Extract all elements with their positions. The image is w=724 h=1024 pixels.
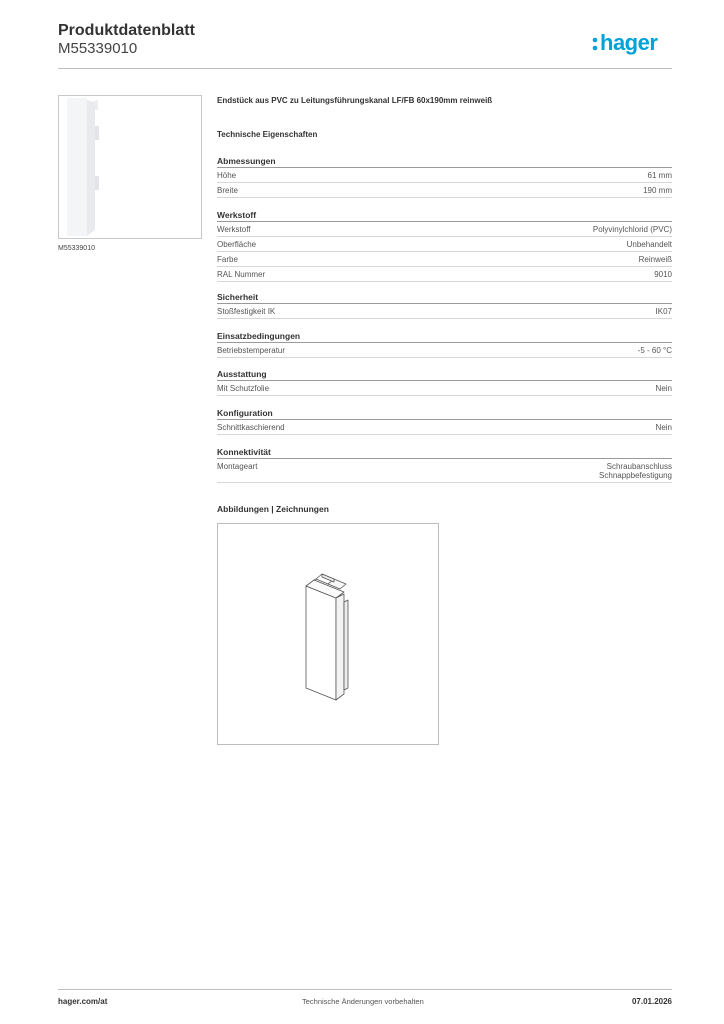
section-equipment <box>217 369 672 396</box>
section-material <box>217 210 672 282</box>
product-thumbnail-image <box>59 96 201 238</box>
row-value: 61 mm <box>647 171 672 180</box>
section-configuration <box>217 408 672 435</box>
page-title: Produktdatenblatt <box>58 22 195 39</box>
table-row <box>217 381 672 396</box>
row-value: Nein <box>655 384 672 393</box>
drawing-frame <box>217 523 439 745</box>
row-value <box>599 462 672 480</box>
row-label: Betriebstemperatur <box>217 346 286 355</box>
row-value: Unbehandelt <box>626 240 672 249</box>
row-value: IK07 <box>655 307 672 316</box>
figures-heading: Abbildungen | Zeichnungen <box>217 504 329 514</box>
section-dimensions <box>217 156 672 198</box>
table-row <box>217 304 672 319</box>
row-value: Reinweiß <box>638 255 672 264</box>
section-title: Konfiguration <box>217 408 672 420</box>
row-label: Oberfläche <box>217 240 257 249</box>
row-label: Farbe <box>217 255 238 264</box>
row-value-line: Schnappbefestigung <box>599 471 672 480</box>
header-divider <box>58 68 672 69</box>
product-image-caption: M55339010 <box>58 245 95 252</box>
section-operating-conditions <box>217 331 672 358</box>
section-title: Ausstattung <box>217 369 672 381</box>
table-row <box>217 222 672 237</box>
article-number: M55339010 <box>58 40 138 57</box>
table-row <box>217 252 672 267</box>
table-row <box>217 168 672 183</box>
table-row <box>217 237 672 252</box>
row-label: Schnittkaschierend <box>217 423 285 432</box>
table-row <box>217 267 672 282</box>
row-label: Breite <box>217 186 238 195</box>
table-row <box>217 183 672 198</box>
product-info <box>217 96 672 139</box>
row-value: -5 - 60 °C <box>637 346 672 355</box>
row-value: Polyvinylchlorid (PVC) <box>592 225 672 234</box>
hager-logo <box>592 28 676 58</box>
section-title: Einsatzbedingungen <box>217 331 672 343</box>
section-safety <box>217 292 672 319</box>
table-row <box>217 343 672 358</box>
row-value-line: Schraubanschluss <box>606 462 672 471</box>
row-label: RAL Nummer <box>217 270 266 279</box>
end-cap-drawing <box>218 524 438 744</box>
footer-website: hager.com/at <box>58 997 108 1006</box>
row-label: Werkstoff <box>217 225 251 234</box>
row-value: Nein <box>655 423 672 432</box>
row-label: Mit Schutzfolie <box>217 384 270 393</box>
footer-divider <box>58 989 672 990</box>
product-image-frame <box>58 95 202 239</box>
product-description: Endstück aus PVC zu Leitungsführungskanal LF/FB 60x190mm reinweiß <box>217 96 493 105</box>
footer-date: 07.01.2026 <box>631 997 672 1006</box>
section-title: Abmessungen <box>217 156 672 168</box>
tech-properties-heading: Technische Eigenschaften <box>217 130 318 139</box>
row-label: Höhe <box>217 171 237 180</box>
table-row <box>217 459 672 483</box>
row-value: 9010 <box>654 270 672 279</box>
table-row <box>217 420 672 435</box>
section-title: Werkstoff <box>217 210 672 222</box>
row-label: Stoßfestigkeit IK <box>217 307 276 316</box>
section-title: Konnektivität <box>217 447 672 459</box>
row-value: 190 mm <box>643 186 672 195</box>
svg-text:hager: hager <box>600 30 658 55</box>
section-connectivity <box>217 447 672 483</box>
footer-notice: Technische Änderungen vorbehalten <box>302 997 424 1006</box>
section-title: Sicherheit <box>217 292 672 304</box>
row-label: Montageart <box>217 462 258 471</box>
